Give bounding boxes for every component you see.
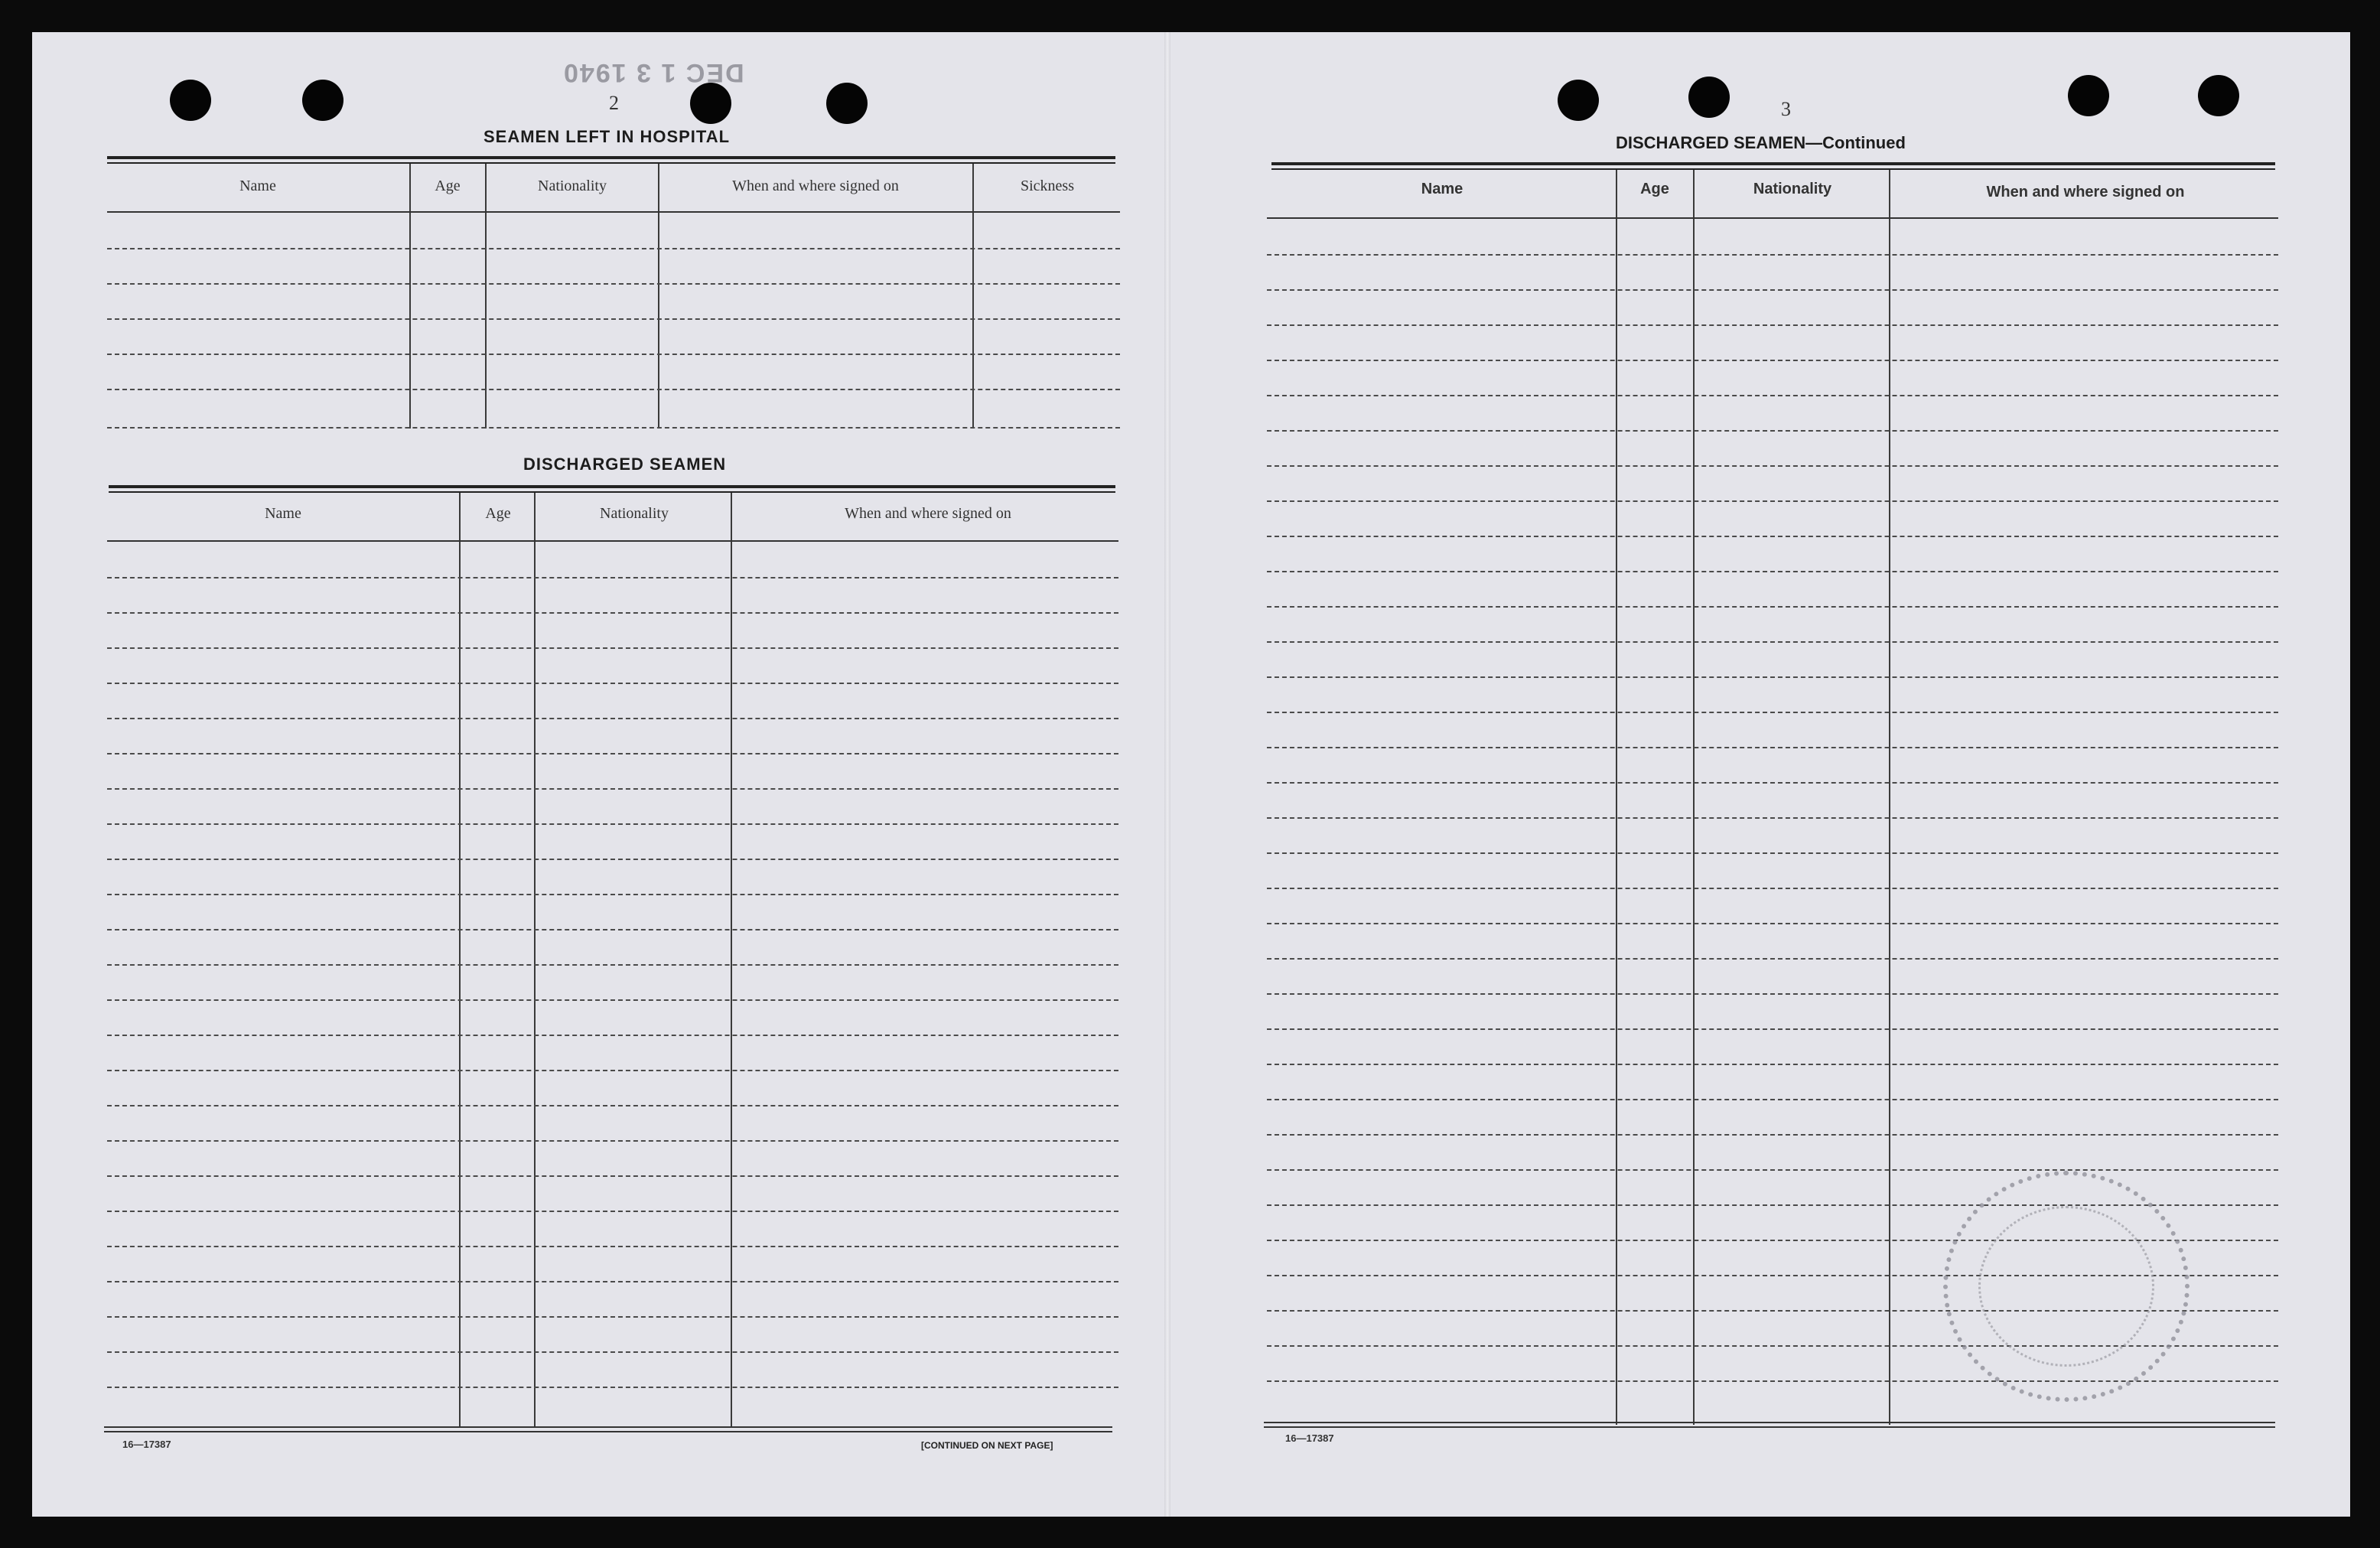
row-line (107, 718, 1118, 719)
row-line (1267, 1134, 2278, 1136)
row-line (1267, 324, 2278, 326)
page-number: 2 (609, 92, 619, 114)
row-line (1267, 500, 2278, 502)
column-header: Name (1421, 181, 1463, 197)
row-line (107, 248, 1120, 249)
row-line (107, 647, 1118, 649)
rule (109, 491, 1115, 493)
punch-hole (1688, 77, 1730, 118)
row-line (107, 823, 1118, 825)
row-line (107, 427, 1120, 429)
punch-hole (2198, 75, 2239, 116)
continued-note: [CONTINUED ON NEXT PAGE] (921, 1440, 1053, 1451)
row-line (107, 894, 1118, 895)
form-number: 16—17387 (1285, 1432, 1334, 1444)
row-line (107, 389, 1120, 390)
row-line (107, 999, 1118, 1001)
column-divider (1616, 170, 1617, 1425)
header-rule (107, 540, 1118, 542)
rule (1271, 168, 2275, 170)
row-line (1267, 1064, 2278, 1065)
customs-stamp (1943, 1171, 2190, 1402)
row-line (1267, 606, 2278, 608)
row-line (107, 612, 1118, 614)
column-header: Sickness (1021, 178, 1074, 194)
row-line (1267, 1169, 2278, 1171)
row-line (107, 683, 1118, 684)
row-line (1267, 254, 2278, 256)
column-header: Age (485, 505, 511, 522)
column-header: Nationality (538, 178, 607, 194)
page-fold (1164, 32, 1170, 1517)
row-line (1267, 817, 2278, 819)
row-line (107, 1387, 1118, 1388)
row-line (107, 354, 1120, 355)
row-line (1267, 747, 2278, 748)
column-header: Nationality (600, 505, 669, 522)
punch-hole (302, 80, 343, 121)
row-line (1267, 852, 2278, 854)
column-header: When and where signed on (732, 178, 899, 194)
column-divider (731, 493, 732, 1428)
row-line (1267, 571, 2278, 572)
column-header: Name (239, 178, 276, 194)
row-line (1267, 923, 2278, 924)
header-rule (107, 211, 1120, 213)
column-header: Nationality (1753, 181, 1832, 197)
row-line (107, 1140, 1118, 1142)
form-number: 16—17387 (122, 1439, 171, 1450)
rule (107, 162, 1115, 164)
row-line (1267, 289, 2278, 291)
date-stamp: DEC 1 3 1940 (562, 58, 744, 87)
row-line (1267, 676, 2278, 678)
discharged-continued-title: DISCHARGED SEAMEN—Continued (1616, 133, 1906, 152)
punch-hole (826, 83, 868, 124)
row-line (107, 577, 1118, 578)
row-line (1267, 465, 2278, 467)
row-line (107, 283, 1120, 285)
row-line (107, 318, 1120, 320)
row-line (1267, 958, 2278, 960)
table-bottom-rule (104, 1431, 1112, 1432)
hospital-section-title: SEAMEN LEFT IN HOSPITAL (483, 127, 731, 146)
row-line (1267, 1099, 2278, 1100)
rule (109, 485, 1115, 488)
row-line (107, 1246, 1118, 1247)
punch-hole (1558, 80, 1599, 121)
table-bottom-rule (104, 1426, 1112, 1428)
rule (1271, 162, 2275, 165)
punch-hole (170, 80, 211, 121)
row-line (107, 1281, 1118, 1282)
row-line (1267, 430, 2278, 432)
column-header: Age (435, 178, 461, 194)
discharged-section-title: DISCHARGED SEAMEN (523, 455, 727, 474)
table-bottom-rule (1264, 1422, 2275, 1423)
row-line (107, 753, 1118, 754)
row-line (1267, 395, 2278, 396)
row-line (107, 859, 1118, 860)
punch-hole (690, 83, 731, 124)
row-line (107, 964, 1118, 966)
row-line (107, 1351, 1118, 1353)
column-header: Name (265, 505, 301, 522)
column-divider (534, 493, 536, 1428)
row-line (1267, 888, 2278, 889)
column-header: Age (1640, 181, 1669, 197)
column-header: When and where signed on (845, 505, 1011, 522)
header-rule (1267, 217, 2278, 219)
row-line (107, 1070, 1118, 1071)
rule (107, 156, 1115, 159)
column-header: When and where signed on (1986, 184, 2185, 200)
table-bottom-rule (1264, 1426, 2275, 1428)
row-line (1267, 360, 2278, 361)
page-number: 3 (1781, 98, 1791, 120)
row-line (1267, 712, 2278, 713)
row-line (1267, 1028, 2278, 1030)
row-line (107, 788, 1118, 790)
row-line (107, 1316, 1118, 1318)
row-line (1267, 536, 2278, 537)
row-line (107, 929, 1118, 930)
punch-hole (2068, 75, 2109, 116)
row-line (107, 1105, 1118, 1106)
row-line (1267, 993, 2278, 995)
row-line (1267, 782, 2278, 784)
column-divider (1693, 170, 1695, 1425)
row-line (107, 1175, 1118, 1177)
row-line (1267, 641, 2278, 643)
column-divider (1889, 170, 1890, 1425)
row-line (107, 1035, 1118, 1036)
row-line (107, 1211, 1118, 1212)
column-divider (459, 493, 461, 1428)
